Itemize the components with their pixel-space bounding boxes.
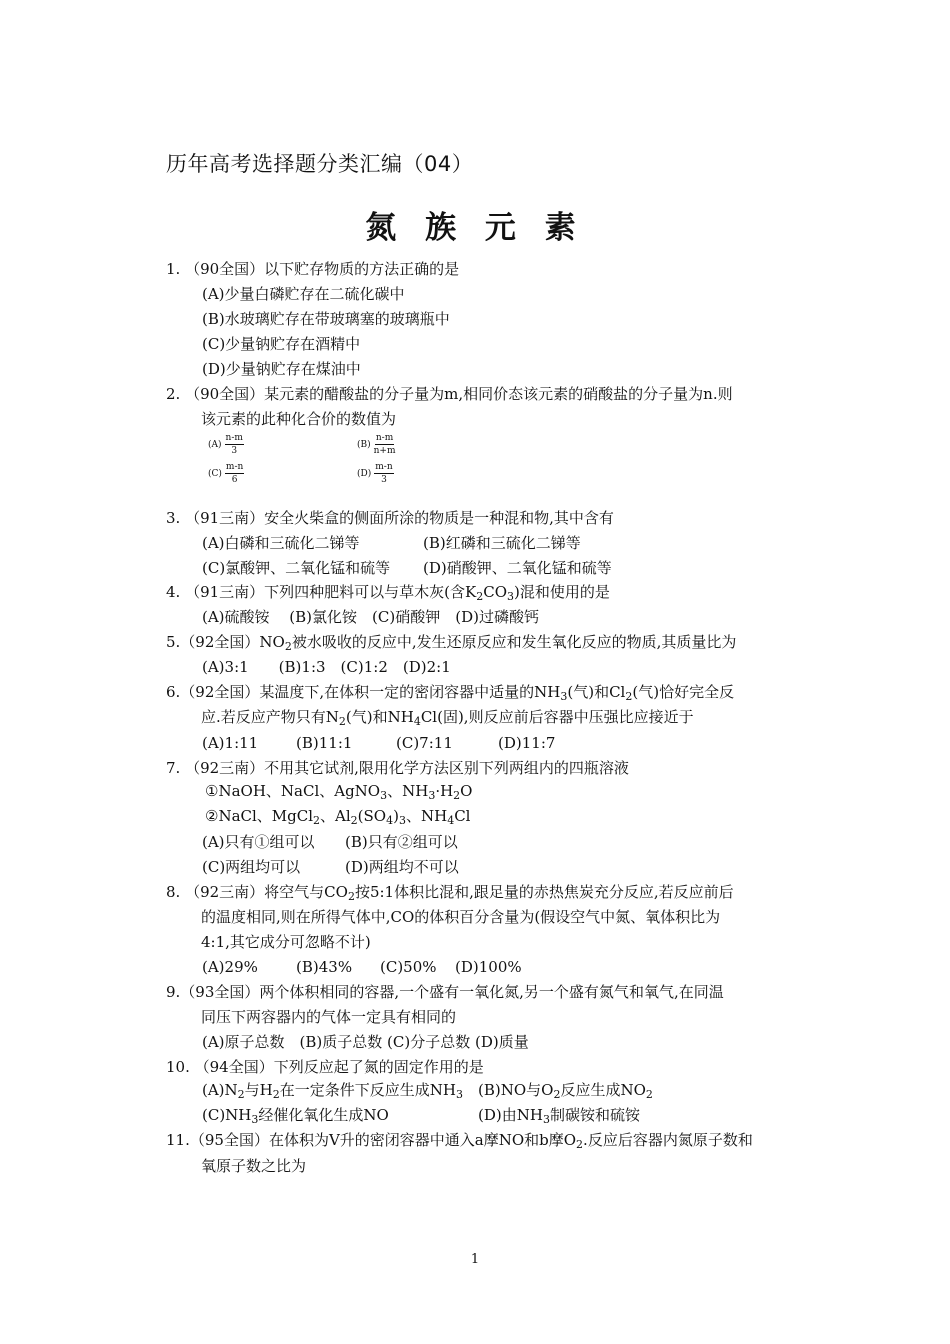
question-7-option-d: (D)两组均不可以 bbox=[345, 858, 459, 876]
question-2-option-a: (A) $\frac{n-m}{3}$ bbox=[208, 433, 243, 456]
question-5-options: (A)3:1 (B)1:3 (C)1:2 (D)2:1 bbox=[202, 658, 451, 676]
question-1-option-a: (A)少量白磷贮存在二硫化碳中 bbox=[202, 285, 405, 303]
question-3-option-a: (A)白磷和三硫化二锑等 bbox=[202, 534, 360, 552]
question-7-stem: 7. （92三南）不用其它试剂,限用化学方法区别下列两组内的四瓶溶液 bbox=[166, 759, 629, 777]
question-1-stem: 1. （90全国）以下贮存物质的方法正确的是 bbox=[166, 260, 460, 278]
question-7-group-1: ①NaOH、NaCl、AgNO$_3$、$NH_3\cdot H_2O$ bbox=[205, 782, 473, 802]
question-7-option-a: (A)只有①组可以 bbox=[202, 833, 315, 851]
question-8-stem-line-1: 8. （92三南）将空气与$CO_2$按5:1体积比混和,跟足量的赤热焦炭充分反应,若反应前后 bbox=[166, 883, 734, 903]
question-9-stem-line-1: 9.（93全国）两个体积相同的容器,一个盛有一氧化氮,另一个盛有氮气和氧气,在同温 bbox=[166, 983, 724, 1001]
question-1-option-d: (D)少量钠贮存在煤油中 bbox=[202, 360, 361, 378]
question-8-option-c: (C)50% bbox=[380, 958, 437, 976]
question-2-option-c: (C) $\frac{m-n}{6}$ bbox=[208, 462, 244, 485]
question-5-stem: 5.（92全国）$NO_2$被水吸收的反应中,发生还原反应和发生氧化反应的物质,其质量比为 bbox=[166, 633, 737, 653]
question-3-option-c: (C)氯酸钾、二氧化锰和硫等 bbox=[202, 559, 391, 577]
page-number: 1 bbox=[470, 1252, 480, 1267]
question-3-stem: 3. （91三南）安全火柴盒的侧面所涂的物质是一种混和物,其中含有 bbox=[166, 509, 614, 527]
question-2-stem-line-2: 该元素的此种化合价的数值为 bbox=[201, 410, 397, 428]
question-2-option-d: (D) $\frac{m-n}{3}$ bbox=[357, 462, 393, 485]
question-8-stem-line-3: 4:1,其它成分可忽略不计) bbox=[201, 933, 371, 951]
question-2-option-b: (B) $\frac{n-m}{n+m}$ bbox=[357, 433, 396, 456]
question-8-option-d: (D)100% bbox=[455, 958, 522, 976]
question-10-option-c: $(C)NH_3$经催化氧化生成NO bbox=[202, 1106, 389, 1126]
question-11-stem-line-1: 11.（95全国）在体积为V升的密闭容器中通入a摩NO和b摩$O_2$.反应后容器内氮原子数和 bbox=[166, 1131, 753, 1151]
page-title: 氮 族 元 素 bbox=[365, 210, 585, 246]
question-9-stem-line-2: 同压下两容器内的气体一定具有相同的 bbox=[201, 1008, 457, 1026]
question-6-stem-line-2: 应.若反应产物只有$N_2$(气)和$NH_4Cl$(固),则反应前后容器中压强比应接近于 bbox=[201, 708, 694, 728]
question-9-options: (A)原子总数 (B)质子总数 (C)分子总数 (D)质量 bbox=[202, 1033, 529, 1051]
question-8-option-b: (B)43% bbox=[296, 958, 353, 976]
question-10-option-a: $(A)N_2$与$H_2$在一定条件下反应生成$NH_3$ bbox=[202, 1081, 463, 1101]
question-4-stem: 4. （91三南）下列四种肥料可以与草木灰(含$K_2CO_3$)混和使用的是 bbox=[166, 583, 610, 603]
question-3-option-d: (D)硝酸钾、二氧化锰和硫等 bbox=[423, 559, 612, 577]
question-6-option-b: (B)11:1 bbox=[296, 734, 353, 752]
question-6-option-c: (C)7:11 bbox=[396, 734, 453, 752]
question-1-option-c: (C)少量钠贮存在酒精中 bbox=[202, 335, 361, 353]
question-7-group-2: ②NaCl、MgCl$_2$、$Al_2(SO_4)_3$、$NH_4Cl$ bbox=[205, 807, 471, 827]
question-3-option-b: (B)红磷和三硫化二锑等 bbox=[423, 534, 581, 552]
question-6-option-a: (A)1:11 bbox=[202, 734, 259, 752]
question-10-option-d: (D)由$NH_3$制碳铵和硫铵 bbox=[478, 1106, 640, 1126]
question-6-stem-line-1: 6.（92全国）某温度下,在体积一定的密闭容器中适量的$NH_3$(气)和$Cl_2$(气)恰好完全反 bbox=[166, 683, 735, 703]
question-4-options: (A)硫酸铵 (B)氯化铵 (C)硝酸钾 (D)过磷酸钙 bbox=[202, 608, 539, 626]
question-1-option-b: (B)水玻璃贮存在带玻璃塞的玻璃瓶中 bbox=[202, 310, 450, 328]
question-10-option-b: (B)NO与$O_2$反应生成$NO_2$ bbox=[478, 1081, 653, 1101]
question-10-stem: 10. （94全国）下列反应起了氮的固定作用的是 bbox=[166, 1058, 484, 1076]
question-7-option-b: (B)只有②组可以 bbox=[345, 833, 458, 851]
question-11-stem-line-2: 氧原子数之比为 bbox=[201, 1157, 307, 1175]
question-6-option-d: (D)11:7 bbox=[498, 734, 556, 752]
question-8-stem-line-2: 的温度相同,则在所得气体中,CO的体积百分含量为(假设空气中氮、氧体积比为 bbox=[201, 908, 721, 926]
document-header: 历年高考选择题分类汇编（04） bbox=[166, 152, 474, 176]
question-8-option-a: (A)29% bbox=[202, 958, 258, 976]
question-2-stem-line-1: 2. （90全国）某元素的醋酸盐的分子量为m,相同价态该元素的硝酸盐的分子量为n.则 bbox=[166, 385, 733, 403]
question-7-option-c: (C)两组均可以 bbox=[202, 858, 301, 876]
